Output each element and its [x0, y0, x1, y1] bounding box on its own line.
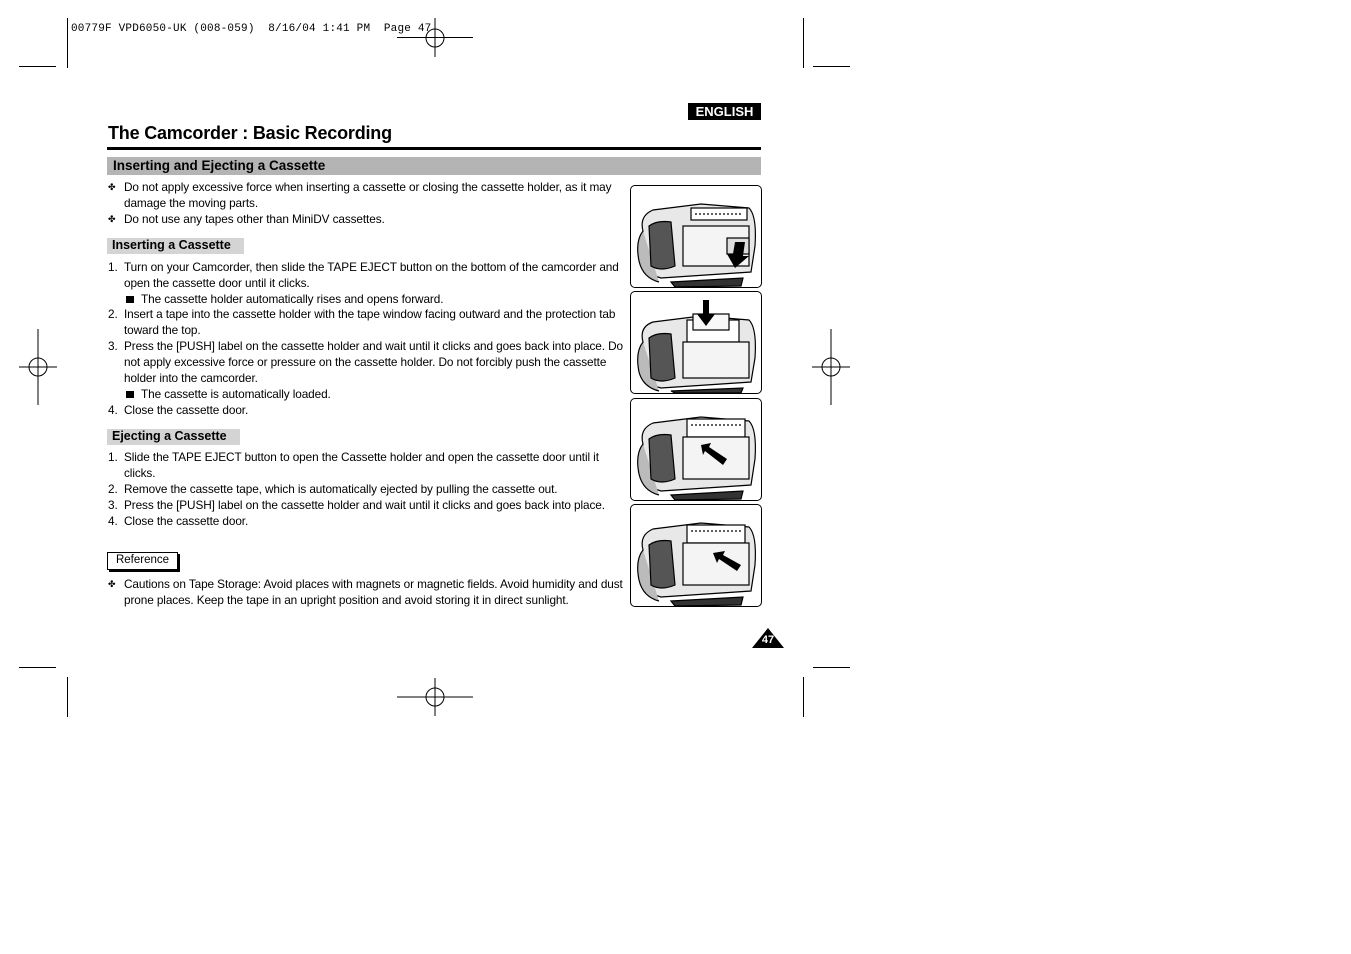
section-header	[107, 157, 761, 175]
page-title: The Camcorder : Basic Recording	[108, 123, 392, 143]
step-number: 3.	[108, 498, 118, 512]
ejecting-heading-bar	[107, 429, 240, 445]
ejecting-step-4: Close the cassette door.	[124, 514, 249, 528]
reference-label: Reference	[115, 554, 170, 566]
print-header: 00779F VPD6050-UK (008-059) 8/16/04 1:41 PM Page 47	[71, 23, 432, 35]
inserting-note-1: The cassette holder automatically rises and opens forward.	[141, 292, 444, 306]
reference-label-box	[107, 552, 178, 570]
language-badge: ENGLISH	[688, 103, 761, 120]
step-number: 4.	[108, 403, 118, 417]
step-number: 3.	[108, 339, 118, 353]
step-number: 4.	[108, 514, 118, 528]
camcorder-push-holder-illustration	[630, 398, 762, 501]
page-number: 47	[761, 634, 775, 646]
camcorder-open-door-illustration	[630, 185, 762, 288]
camcorder-insert-tape-illustration	[630, 291, 762, 394]
step-number: 2.	[108, 482, 118, 496]
reference-line-1: Cautions on Tape Storage: Avoid places with magnets or magnetic fields. Avoid humidity and dust	[124, 577, 623, 591]
step-number: 2.	[108, 307, 118, 321]
square-bullet-icon	[126, 391, 134, 398]
inserting-step-4: Close the cassette door.	[124, 403, 249, 417]
ejecting-step-3: Press the [PUSH] label on the cassette holder and wait until it clicks and goes back into place.	[124, 498, 605, 512]
cross-bullet-icon: ✤	[108, 182, 116, 192]
inserting-step-1-line-1: Turn on your Camcorder, then slide the TAPE EJECT button on the bottom of the camcorder and	[124, 260, 619, 274]
step-number: 1.	[108, 260, 118, 274]
section-title: Inserting and Ejecting a Cassette	[113, 158, 326, 173]
ejecting-step-1-line-1: Slide the TAPE EJECT button to open the Cassette holder and open the cassette door until it	[124, 450, 599, 464]
intro-bullet-1-line-2: damage the moving parts.	[124, 196, 258, 210]
inserting-note-2: The cassette is automatically loaded.	[141, 387, 331, 401]
inserting-step-2-line-2: toward the top.	[124, 323, 201, 337]
title-rule	[107, 147, 761, 150]
intro-bullet-2: Do not use any tapes other than MiniDV cassettes.	[124, 212, 385, 226]
inserting-step-3-line-1: Press the [PUSH] label on the cassette holder and wait until it clicks and goes back into place. Do	[124, 339, 623, 353]
inserting-step-3-line-3: holder into the camcorder.	[124, 371, 258, 385]
inserting-heading-bar	[107, 238, 244, 254]
step-number: 1.	[108, 450, 118, 464]
camcorder-close-door-illustration	[630, 504, 762, 607]
inserting-heading: Inserting a Cassette	[112, 238, 231, 252]
intro-bullet-1-line-1: Do not apply excessive force when inserting a cassette or closing the cassette holder, as it may	[124, 180, 612, 194]
reference-line-2: prone places. Keep the tape in an upright position and avoid storing it in direct sunlight.	[124, 593, 569, 607]
ejecting-heading: Ejecting a Cassette	[112, 429, 227, 443]
ejecting-step-1-line-2: clicks.	[124, 466, 156, 480]
inserting-step-2-line-1: Insert a tape into the cassette holder with the tape window facing outward and the protection tab	[124, 307, 616, 321]
cross-bullet-icon: ✤	[108, 214, 116, 224]
inserting-step-3-line-2: not apply excessive force or pressure on the cassette holder. Do not forcibly push the cassette	[124, 355, 607, 369]
ejecting-step-2: Remove the cassette tape, which is automatically ejected by pulling the cassette out.	[124, 482, 558, 496]
cross-bullet-icon: ✤	[108, 579, 116, 589]
inserting-step-1-line-2: open the cassette door until it clicks.	[124, 276, 310, 290]
square-bullet-icon	[126, 296, 134, 303]
